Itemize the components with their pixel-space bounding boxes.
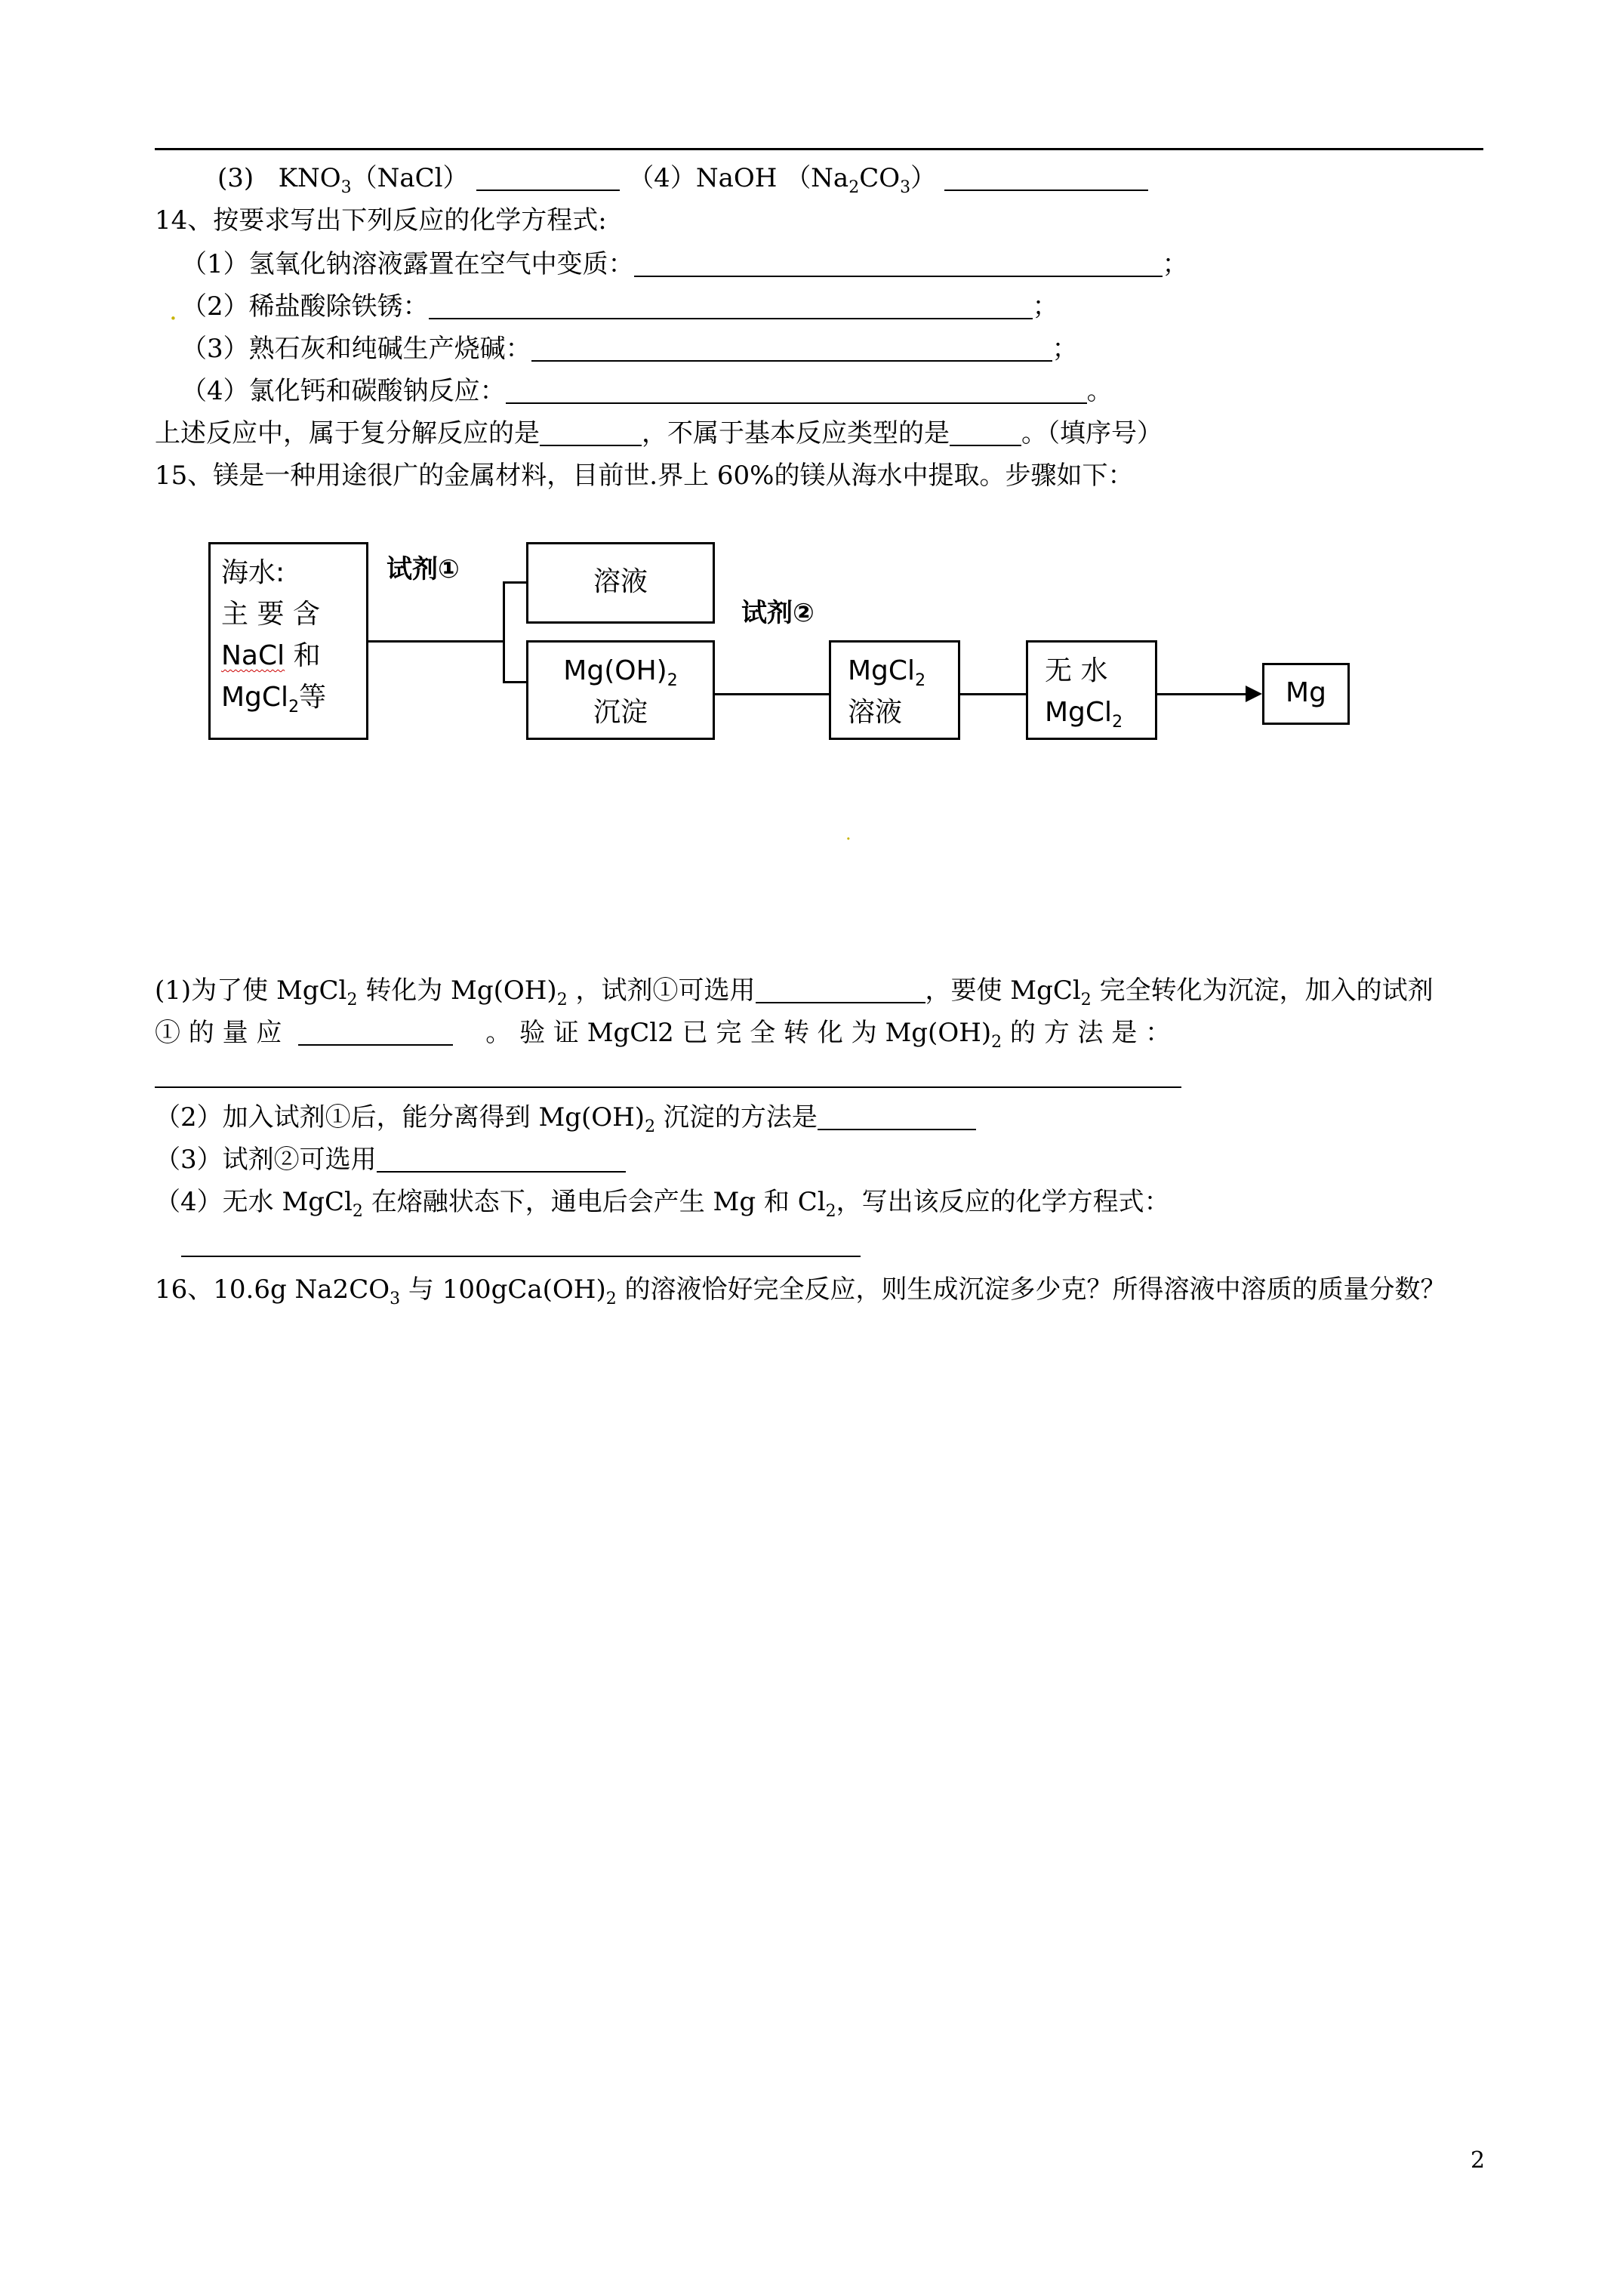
q14-doubledecomp-blank[interactable] [540,419,642,446]
q15-part2: （2）加入试剂①后，能分离得到 $Mg(OH)_2$ 沉淀的方法是 [155,1101,976,1134]
stray-dot: . [169,296,177,326]
header-rule [155,148,1483,150]
q15-part1-line3 [155,1059,1181,1092]
arrow-to-mg [1246,686,1262,702]
reagent1-label: 试剂① [387,554,460,584]
q14-item-3: （3）熟石灰和纯碱生产烧碱： ； [181,334,1078,364]
q16: 16、10.6g $Na2CO_3$ 与 $100gCa(OH)_2$ 的溶液恰好完全反应，则生成沉淀多少克？所得溶液中溶质的质量分数？ [155,1274,1446,1308]
connector-seawater [368,640,504,643]
connector-branch [503,581,505,683]
connector-to-solution [503,581,527,584]
q15-reagent2-blank[interactable] [377,1145,626,1173]
reagent2-label: 试剂② [741,598,815,628]
seawater-box: 海水: 主 要 含 NaCl 和 MgCl$_2$等 [208,542,368,740]
q14-nonbasic-blank[interactable] [950,419,1021,446]
q15-part1-line2: ① 的 量 应 。 验 证 MgCl2 已 完 全 转 化 为 $Mg(OH)_2$ 的 方 法 是 ： [155,1018,1172,1052]
q14-item-2-blank[interactable] [429,292,1033,319]
connector-anhydrous-mg [1157,693,1251,695]
q13-line: (3) $KNO_3(NaCl)$ （4）NaOH $(Na_2CO_3)$ [217,162,1148,195]
page-number: 2 [1471,2147,1486,2174]
q14-item-1-blank[interactable] [634,250,1163,277]
q15-part4: （4）无水 MgCl$_2$ 在熔融状态下，通电后会产生 Mg 和 $Cl_2$，写出该反应的化学方程式： [155,1187,1170,1221]
q15-part3: （3）试剂②可选用 [155,1143,626,1176]
solution-box: 溶液 [526,542,715,624]
q15-equation-blank[interactable] [181,1230,861,1257]
q14-item-2: . （2）稀盐酸除铁锈： ； [169,291,1058,326]
q14-item-4-blank[interactable] [506,377,1087,404]
connector-to-mgoh [503,681,527,683]
q13-item3-blank[interactable] [476,164,620,191]
mgoh2-box: $Mg(OH)_2$ 沉淀 [526,640,715,740]
q15-part4-answer [181,1228,861,1261]
connector-mgoh-mgcl2 [715,693,830,695]
connector-mgcl2-anhydrous [960,693,1027,695]
q15-amount-blank[interactable] [298,1019,453,1046]
q14-summary: 上述反应中，属于复分解反应的是 ，不属于基本反应类型的是 。（填序号） [155,418,1163,448]
q14-item-3-blank[interactable] [531,334,1052,362]
q14-item-1: （1）氢氧化钠溶液露置在空气中变质： ； [181,249,1188,279]
anhydrous-mgcl2-box: 无 水 MgCl$_2$ [1026,640,1157,740]
mg-product-box: Mg [1262,663,1350,725]
q15-part1-line1: (1)为了使 MgCl$_2$ 转化为 $Mg(OH)_2$ ，试剂①可选用 ，要使 MgCl$_2$ 完全转化为沉淀，加入的试剂 [155,975,1434,1009]
q13-item4-blank[interactable] [944,164,1148,191]
mgcl2-solution-box: MgCl$_2$ 溶液 [829,640,960,740]
q15-reagent1-blank[interactable] [756,976,925,1003]
q15-separation-blank[interactable] [818,1103,976,1130]
q14-item-4: （4）氯化钙和碳酸钠反应： 。 [181,376,1113,406]
q15-intro: 15、镁是一种用途很广的金属材料，目前世.界上 60%的镁从海水中提取。步骤如下： [155,461,1134,491]
q14-title: 14、按要求写出下列反应的化学方程式: [155,205,607,236]
stray-dot: . [845,823,852,844]
q15-verify-blank[interactable] [155,1061,1181,1088]
